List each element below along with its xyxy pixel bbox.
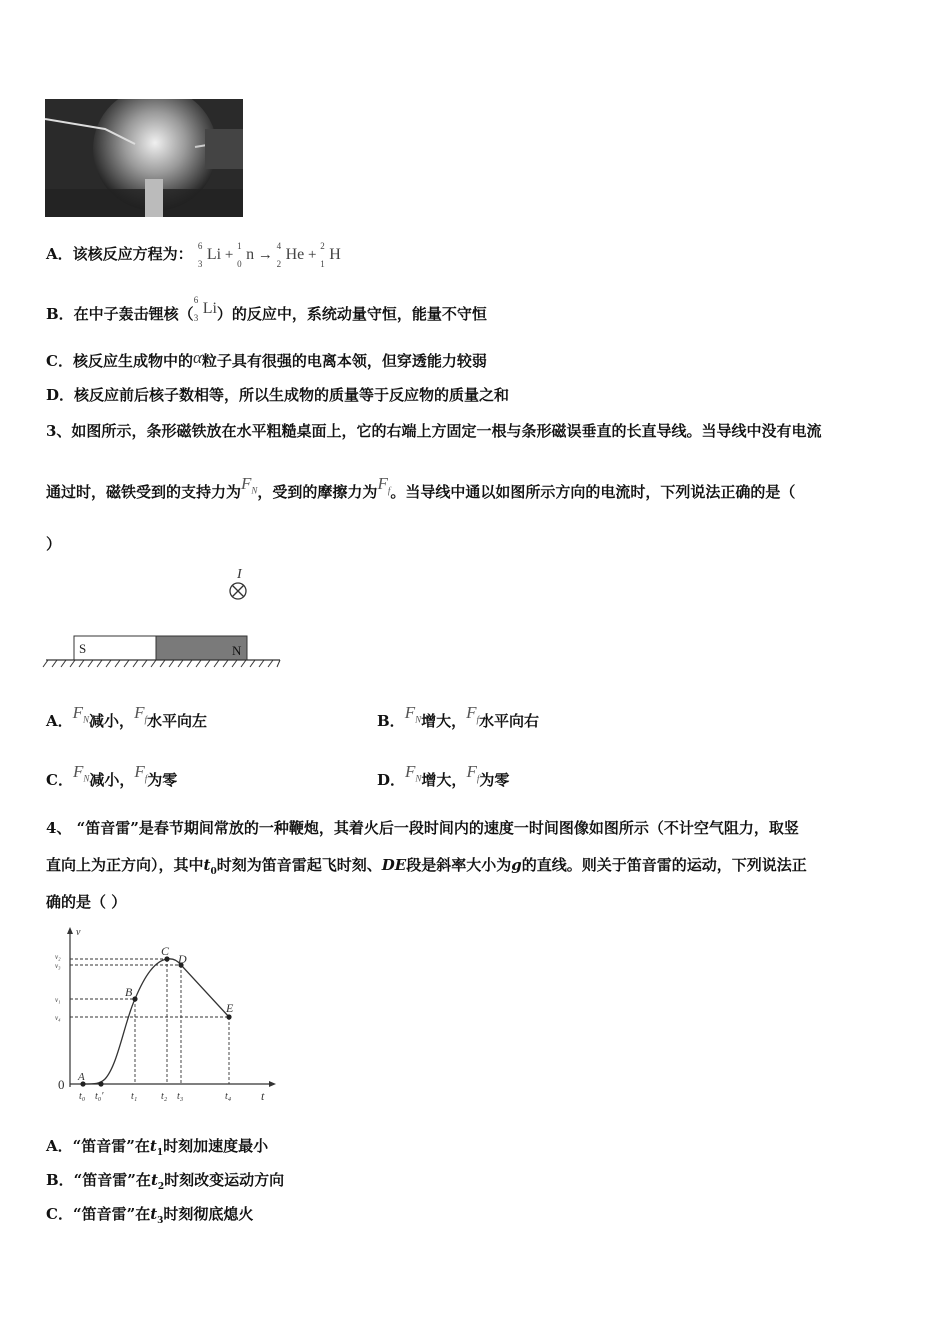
- option-3d: D．$F_N$增大，$F_f$为零: [377, 762, 510, 789]
- q3-line2: 通过时，磁铁受到的支持力为$F_N$，受到的摩擦力为$F_f$。当导线中通以如图所示方向的电流时，下列说法正确的是（: [46, 474, 796, 501]
- plasma-photo: [45, 99, 243, 217]
- svg-text:N: N: [232, 643, 242, 658]
- svg-text:v₁: v₁: [55, 996, 61, 1004]
- svg-text:t₀′: t₀′: [95, 1091, 104, 1102]
- svg-text:S: S: [79, 641, 87, 656]
- q3-line3: ）: [46, 535, 62, 553]
- option-2d: D．核反应前后核子数相等，所以生成物的质量等于反应物的质量之和: [46, 386, 510, 404]
- velocity-curve: [83, 959, 229, 1084]
- svg-text:C: C: [161, 944, 170, 958]
- svg-text:t₂: t₂: [161, 1091, 168, 1102]
- svg-text:A: A: [78, 1071, 85, 1083]
- option-4b: B．“笛音雷”在$t_2$时刻改变运动方向: [46, 1171, 285, 1192]
- q4-line2: 直向上为正方向），其中$t_0$时刻为笛音雷起飞时刻、DE段是斜率大小为g的直线。则关于笛音雷的运动，下列说法正: [46, 856, 807, 877]
- q4-line3: 确的是（ ）: [46, 893, 127, 911]
- svg-text:t₀: t₀: [79, 1091, 86, 1102]
- point-t0prime: [98, 1081, 103, 1086]
- option-4c: C．“笛音雷”在$t_3$时刻彻底熄火: [46, 1205, 254, 1226]
- svg-text:v₄: v₄: [55, 1014, 61, 1022]
- option-3a: A．$F_N$减小，$F_f$水平向左: [46, 703, 207, 730]
- option-2c: C．核反应生成物中的α粒子具有很强的电离本领，但穿透能力较弱: [46, 348, 487, 370]
- svg-text:t₁: t₁: [131, 1091, 138, 1102]
- velocity-time-graph: [50, 925, 280, 1105]
- svg-text:D: D: [178, 952, 187, 966]
- svg-text:t₃: t₃: [177, 1091, 184, 1102]
- option-2b: B．在中子轰击锂核（ 6 3 Li）的反应中，系统动量守恒，能量不守恒: [46, 295, 487, 323]
- magnet-south: [74, 636, 156, 660]
- magnet-figure: [40, 560, 290, 670]
- svg-text:0: 0: [58, 1077, 65, 1092]
- svg-text:B: B: [125, 985, 133, 999]
- option-4a: A．“笛音雷”在$t_1$时刻加速度最小: [46, 1137, 269, 1158]
- svg-text:v: v: [76, 927, 81, 938]
- point-e: [226, 1014, 231, 1019]
- current-label: I: [237, 567, 242, 582]
- q3-line1: 3、如图所示，条形磁铁放在水平粗糙桌面上，它的右端上方固定一根与条形磁误垂直的长直导线。当导线中没有电流: [46, 422, 822, 440]
- option-2a: A．该核反应方程为： 6 3 Li + 1 0 n → 4 2 He + 2 1 H: [46, 241, 341, 269]
- svg-text:v₂: v₂: [55, 953, 61, 961]
- q4-line1: 4、 “笛音雷”是春节期间常放的一种鞭炮，其着火后一段时间内的速度一时间图像如图所示（不计空气阻力，取竖: [46, 819, 799, 837]
- svg-text:t₄: t₄: [225, 1091, 232, 1102]
- svg-text:t: t: [261, 1089, 265, 1103]
- point-b: [132, 996, 137, 1001]
- svg-text:E: E: [226, 1001, 234, 1015]
- svg-text:v₃: v₃: [55, 962, 61, 970]
- option-3c: C．$F_N$减小，$F_f$为零: [46, 762, 178, 789]
- option-3b: B．$F_N$增大，$F_f$水平向右: [377, 703, 540, 730]
